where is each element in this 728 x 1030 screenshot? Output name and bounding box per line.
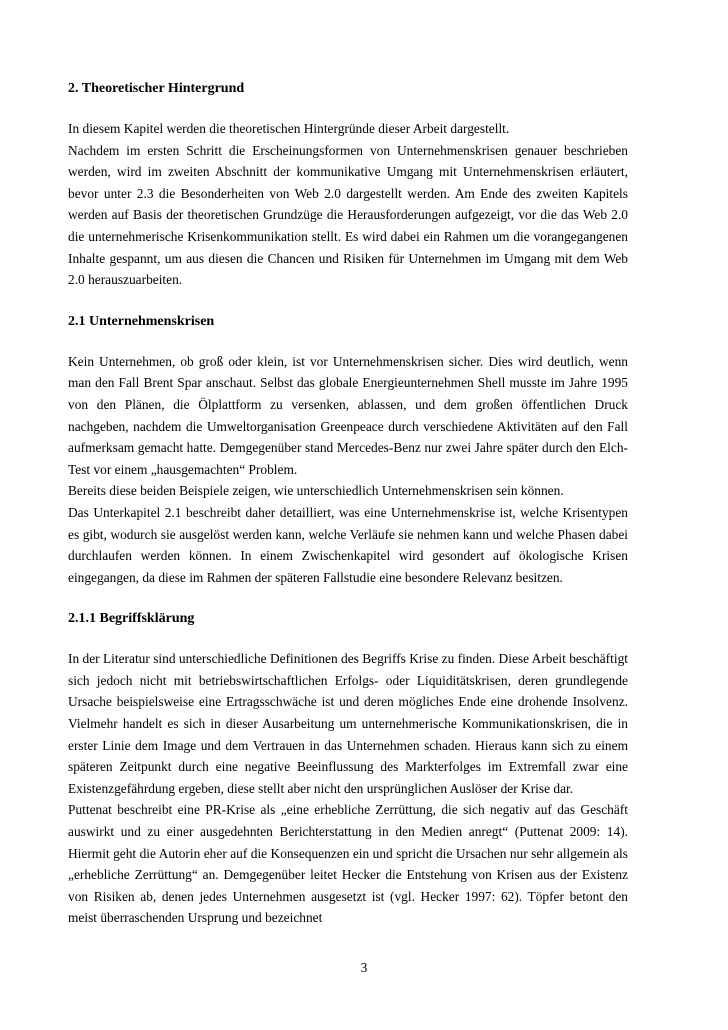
section-heading-2-1-1: 2.1.1 Begriffsklärung	[68, 611, 195, 627]
section-2-intro-paragraph: In diesem Kapitel werden die theoretischen Hintergründe dieser Arbeit dargestellt.	[68, 121, 510, 136]
section-2-1-paragraph-1: Kein Unternehmen, ob groß oder klein, ist vor Unternehmenskrisen sicher. Dies wird deutlich, wenn man den Fall Brent Spar anschaut. Selbst das globale Energieunternehmen Shell musste im Jahre 1995 von den Plänen, die Ölplattform zu versenken, ablassen, und dem großen öffentlichen Druck nachgeben, nachdem die Umweltorganisation Greenpeace durch verschiedene Aktivitäten auf den Fall aufmerksam gemacht hatte. Demgegenüber stand Mercedes-Benz nur zwei Jahre später durch den Elch-Test vor einem „hausgemachten“ Problem.	[68, 353, 628, 477]
section-2-1-paragraph-2: Bereits diese beiden Beispiele zeigen, wie unterschiedlich Unternehmenskrisen sein können.	[68, 483, 564, 499]
section-2-1-paragraph-3: Das Unterkapitel 2.1 beschreibt daher detailliert, was eine Unternehmenskrise ist, welche Krisentypen es gibt, wodurch sie ausgelöst werden kann, welche Verläufe sie nehmen kann und welche Phasen dabei durchlaufen werden können. In einem Zwischenkapitel wird gesondert auf ökologische Krisen eingegangen, da diese im Rahmen der späteren Fallstudie eine besondere Relevanz besitzen.	[68, 504, 628, 585]
section-2-1-1-paragraph-1: In der Literatur sind unterschiedliche Definitionen des Begriffs Krise zu finden. Diese Arbeit beschäftigt sich jedoch nicht mit betriebswirtschaftlichen Erfolgs- oder Liquiditätskrisen, deren grundlegende Ursache beispielsweise eine Ertragsschwäche ist und deren mögliches Ende eine drohende Insolvenz. Vielmehr handelt es sich in dieser Ausarbeitung um unternehmerische Kommunikationskrisen, die in erster Linie dem Image und dem Vertrauen in das Unternehmen schaden. Hieraus kann sich zu einem späteren Zeitpunkt durch eine negative Beeinflussung des Markterfolges im Extremfall zwar eine Existenzgefährdung ergeben, diese stellt aber nicht den ursprünglichen Auslöser der Krise dar.	[68, 651, 628, 796]
page-number: 3	[360, 960, 368, 975]
section-2-overview-paragraph: Nachdem im ersten Schritt die Erscheinungsformen von Unternehmenskrisen genauer beschrieben werden, wird im zweiten Abschnitt der kommunikative Umgang mit Unternehmenskrisen erläutert, bevor unter 2.3 die Besonderheiten von Web 2.0 dargestellt werden. Am Ende des zweiten Kapitels werden auf Basis der theoretischen Grundzüge die Herausforderungen aufgezeigt, vor die das Web 2.0 die unternehmerische Krisenkommunikation stellt. Es wird dabei ein Rahmen um die vorangegangenen Inhalte gespannt, um aus diesen die Chancen und Risiken für Unternehmen im Umgang mit dem Web 2.0 herauszuarbeiten.	[68, 142, 628, 288]
section-heading-2: 2. Theoretischer Hintergrund	[68, 81, 245, 96]
section-heading-2-1: 2.1 Unternehmenskrisen	[68, 313, 215, 329]
section-2-1-1-paragraph-2: Puttenat beschreibt eine PR-Krise als „eine erhebliche Zerrüttung, die sich negativ auf das Geschäft auswirkt und zu einer ausgedehnten Berichterstattung in den Medien anregt“ (Puttenat 2009: 14). Hiermit geht die Autorin eher auf die Konsequenzen ein und spricht die Ursachen nur sehr allgemein als „erhebliche Zerrüttung“ an. Demgegenüber leitet Hecker die Entstehung von Krisen aus der Existenz von Risiken ab, denen jedes Unternehmen ausgesetzt ist (vgl. Hecker 1997: 62). Töpfer betont den meist überraschenden Ursprung und bezeichnet	[68, 802, 628, 926]
document-page	[68, 78, 628, 929]
